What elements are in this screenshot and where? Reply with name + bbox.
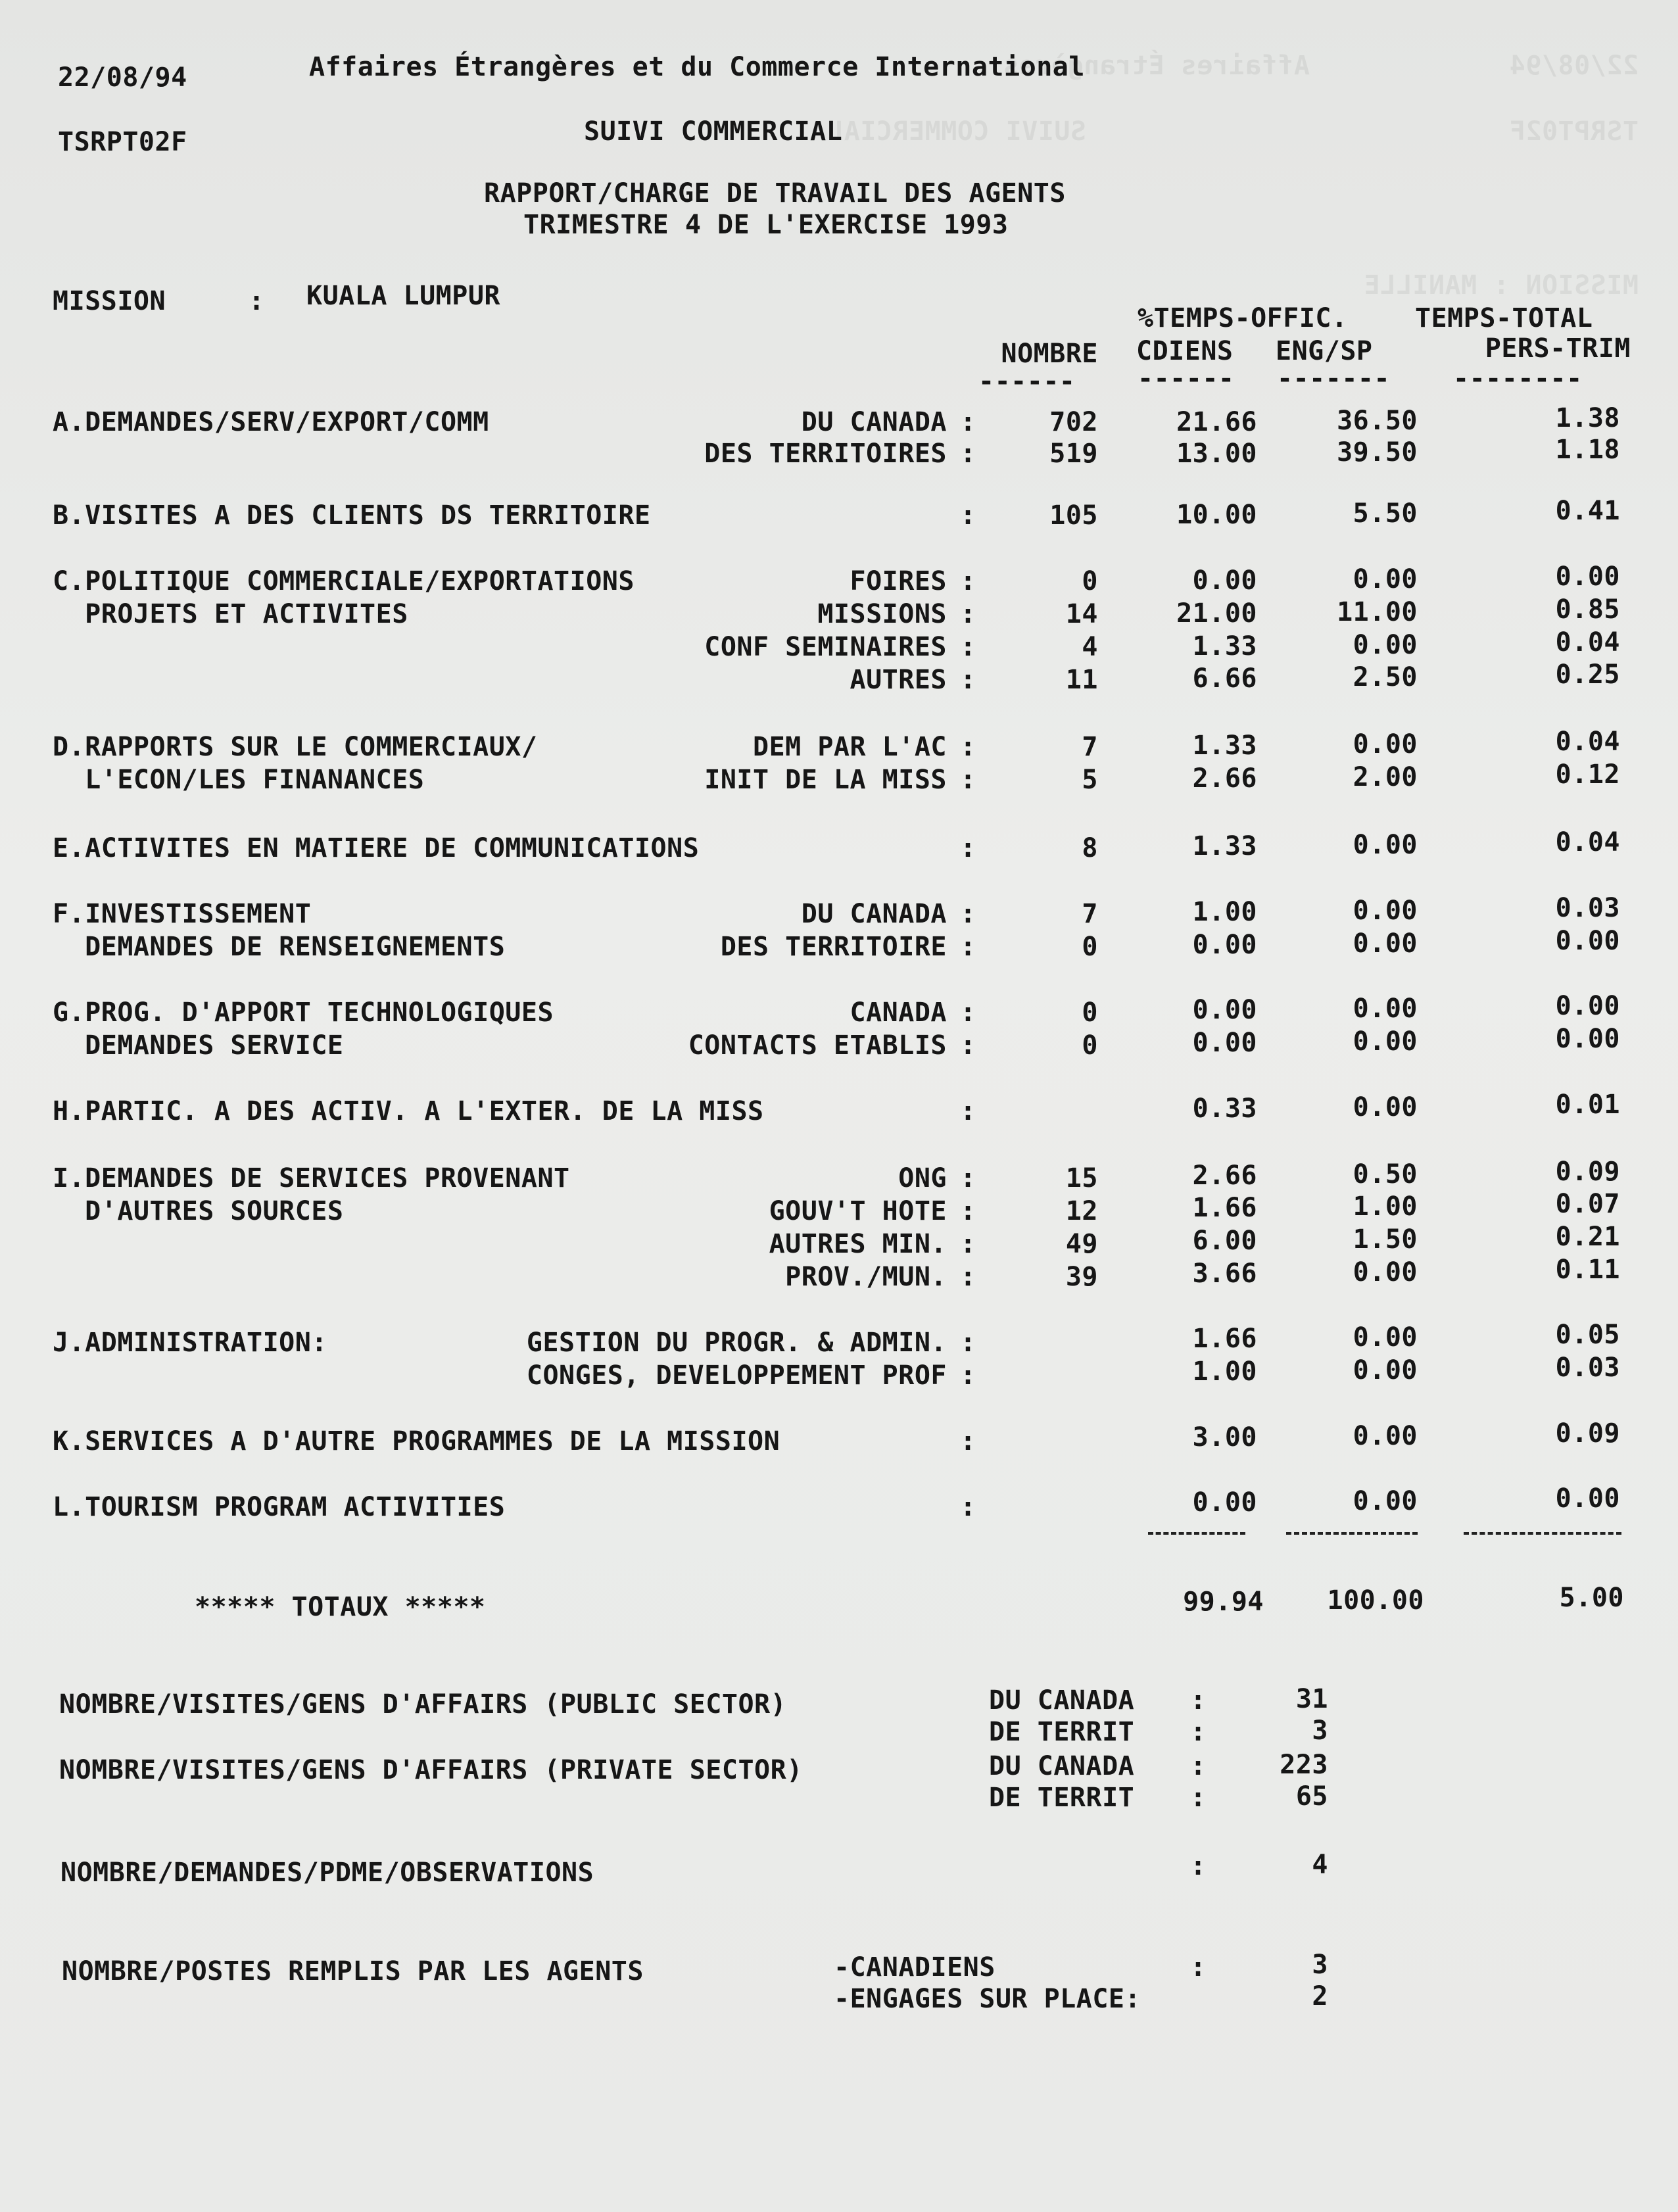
row-pers-trim: 0.05 xyxy=(1555,1320,1620,1350)
row-subcategory: CONTACTS ETABLIS xyxy=(688,1030,947,1061)
row-colon: : xyxy=(960,439,976,469)
row-category: C.POLITIQUE COMMERCIALE/EXPORTATIONS xyxy=(53,566,635,596)
visits-origin: DE TERRIT xyxy=(989,1783,1135,1813)
pdme-label: NOMBRE/DEMANDES/PDME/OBSERVATIONS xyxy=(60,1858,594,1888)
row-pers-trim: 0.11 xyxy=(1555,1255,1620,1285)
totals-rule xyxy=(1286,1532,1418,1535)
pdme-value: 4 xyxy=(1312,1850,1328,1880)
row-subcategory: CONF SEMINAIRES xyxy=(704,632,947,662)
row-cdiens: 3.66 xyxy=(1192,1259,1257,1289)
row-pers-trim: 0.21 xyxy=(1555,1222,1620,1252)
row-cdiens: 0.00 xyxy=(1192,930,1257,960)
row-subcategory: AUTRES xyxy=(850,665,947,695)
row-subcategory: MISSIONS xyxy=(817,599,947,629)
row-cdiens: 1.33 xyxy=(1192,731,1257,761)
row-cdiens: 10.00 xyxy=(1176,500,1257,530)
row-category: D'AUTRES SOURCES xyxy=(53,1196,344,1226)
row-colon: : xyxy=(960,932,976,962)
row-nombre: 11 xyxy=(1065,665,1098,695)
row-eng-sp: 0.00 xyxy=(1353,1026,1418,1057)
row-eng-sp: 0.50 xyxy=(1353,1159,1418,1190)
row-pers-trim: 0.00 xyxy=(1555,991,1620,1021)
row-subcategory: FOIRES xyxy=(850,566,947,596)
row-cdiens: 0.00 xyxy=(1192,565,1257,596)
row-colon: : xyxy=(960,732,976,762)
row-nombre: 39 xyxy=(1065,1262,1098,1292)
system-name: SUIVI COMMERCIAL xyxy=(584,116,843,147)
row-eng-sp: 2.50 xyxy=(1353,662,1418,692)
ghost-line: 22/08/94 xyxy=(1509,51,1639,81)
row-pers-trim: 0.07 xyxy=(1555,1189,1620,1219)
row-pers-trim: 0.04 xyxy=(1555,827,1620,857)
row-colon: : xyxy=(960,665,976,695)
visits-value: 223 xyxy=(1280,1750,1328,1780)
row-pers-trim: 0.09 xyxy=(1555,1157,1620,1187)
row-category: I.DEMANDES DE SERVICES PROVENANT xyxy=(53,1163,570,1193)
mission-name: KUALA LUMPUR xyxy=(306,281,500,311)
col-header-nombre: NOMBRE xyxy=(1001,339,1098,369)
row-subcategory: AUTRES MIN. xyxy=(769,1229,947,1259)
col-header-cdiens: CDIENS xyxy=(1136,336,1234,366)
row-nombre: 8 xyxy=(1082,833,1098,863)
row-pers-trim: 0.41 xyxy=(1555,496,1620,526)
row-category: B.VISITES A DES CLIENTS DS TERRITOIRE xyxy=(53,500,651,531)
ghost-line: TSRPT02F xyxy=(1509,116,1639,147)
row-pers-trim: 0.00 xyxy=(1555,1024,1620,1054)
row-subcategory: DU CANADA xyxy=(801,899,947,929)
row-category: J.ADMINISTRATION: xyxy=(53,1328,327,1358)
report-code: TSRPT02F xyxy=(58,127,187,157)
row-subcategory: CONGES, DEVELOPPEMENT PROF xyxy=(526,1360,947,1391)
row-eng-sp: 0.00 xyxy=(1353,1355,1418,1385)
row-category: A.DEMANDES/SERV/EXPORT/COMM xyxy=(53,407,489,437)
report-title: RAPPORT/CHARGE DE TRAVAIL DES AGENTS xyxy=(484,178,1066,208)
row-nombre: 49 xyxy=(1065,1229,1098,1259)
row-eng-sp: 0.00 xyxy=(1353,928,1418,959)
row-pers-trim: 0.85 xyxy=(1555,594,1620,625)
totals-rule xyxy=(1464,1532,1621,1535)
row-category: G.PROG. D'APPORT TECHNOLOGIQUES xyxy=(53,998,554,1028)
visits-origin: DU CANADA xyxy=(989,1751,1135,1781)
row-nombre: 0 xyxy=(1082,1030,1098,1061)
row-cdiens: 0.00 xyxy=(1192,1028,1257,1058)
row-cdiens: 13.00 xyxy=(1176,439,1257,469)
row-eng-sp: 2.00 xyxy=(1353,762,1418,792)
row-colon: : xyxy=(960,599,976,629)
report-date: 22/08/94 xyxy=(58,62,187,93)
row-colon: : xyxy=(960,500,976,531)
row-colon: : xyxy=(960,566,976,596)
row-subcategory: DU CANADA xyxy=(801,407,947,437)
row-pers-trim: 0.04 xyxy=(1555,727,1620,757)
row-eng-sp: 39.50 xyxy=(1337,437,1418,468)
row-eng-sp: 5.50 xyxy=(1353,498,1418,529)
row-colon: : xyxy=(960,1096,976,1126)
row-cdiens: 3.00 xyxy=(1192,1422,1257,1453)
row-cdiens: 0.33 xyxy=(1192,1094,1257,1124)
row-colon: : xyxy=(960,1030,976,1061)
mission-label: MISSION xyxy=(53,286,166,316)
row-eng-sp: 0.00 xyxy=(1353,1421,1418,1451)
row-colon: : xyxy=(960,1328,976,1358)
row-colon: : xyxy=(960,765,976,795)
row-nombre: 702 xyxy=(1049,407,1098,437)
row-subcategory: PROV./MUN. xyxy=(785,1262,947,1292)
row-cdiens: 6.00 xyxy=(1192,1226,1257,1256)
row-nombre: 0 xyxy=(1082,566,1098,596)
col-group-temps-offic: %TEMPS-OFFIC. xyxy=(1138,303,1348,333)
row-colon: : xyxy=(960,1262,976,1292)
row-cdiens: 1.66 xyxy=(1192,1324,1257,1354)
row-category: PROJETS ET ACTIVITES xyxy=(53,599,408,629)
col-header-pers-trim: PERS-TRIM xyxy=(1485,333,1631,364)
row-colon: : xyxy=(960,998,976,1028)
ghost-line: SUIVI COMMERCIAL xyxy=(827,116,1086,147)
postes-colon: : xyxy=(1190,1952,1207,1983)
visits-value: 31 xyxy=(1295,1684,1328,1714)
row-eng-sp: 0.00 xyxy=(1353,1486,1418,1516)
postes-type: -ENGAGES SUR PLACE: xyxy=(834,1984,1141,2014)
row-category: L'ECON/LES FINANANCES xyxy=(53,765,425,795)
department-name: Affaires Étrangères et du Commerce International xyxy=(309,52,1085,82)
row-eng-sp: 0.00 xyxy=(1353,1257,1418,1287)
row-colon: : xyxy=(960,407,976,437)
row-subcategory: INIT DE LA MISS xyxy=(704,765,947,795)
postes-label: NOMBRE/POSTES REMPLIS PAR LES AGENTS xyxy=(62,1956,644,1986)
row-pers-trim: 0.03 xyxy=(1555,1353,1620,1383)
row-colon: : xyxy=(960,899,976,929)
totals-cdiens: 99.94 xyxy=(1183,1587,1264,1617)
row-colon: : xyxy=(960,1229,976,1259)
row-pers-trim: 1.18 xyxy=(1555,435,1620,465)
row-nombre: 5 xyxy=(1082,765,1098,795)
row-cdiens: 2.66 xyxy=(1192,1161,1257,1191)
col-underline: -------- xyxy=(1453,364,1583,394)
row-eng-sp: 0.00 xyxy=(1353,830,1418,860)
row-eng-sp: 0.00 xyxy=(1353,630,1418,660)
totals-eng-sp: 100.00 xyxy=(1327,1585,1424,1616)
row-colon: : xyxy=(960,1360,976,1391)
row-category: H.PARTIC. A DES ACTIV. A L'EXTER. DE LA MISS xyxy=(53,1096,764,1126)
row-pers-trim: 1.38 xyxy=(1555,403,1620,433)
row-eng-sp: 0.00 xyxy=(1353,1322,1418,1353)
col-underline: ------- xyxy=(1277,364,1391,394)
ghost-line: MISSION : MANILLE xyxy=(1364,270,1639,301)
report-period: TRIMESTRE 4 DE L'EXERCISE 1993 xyxy=(523,210,1009,240)
row-pers-trim: 0.00 xyxy=(1555,562,1620,592)
row-nombre: 4 xyxy=(1082,632,1098,662)
row-category: DEMANDES DE RENSEIGNEMENTS xyxy=(53,932,506,962)
row-subcategory: GESTION DU PROGR. & ADMIN. xyxy=(526,1328,947,1358)
row-eng-sp: 0.00 xyxy=(1353,896,1418,926)
row-colon: : xyxy=(960,1163,976,1193)
row-nombre: 12 xyxy=(1065,1196,1098,1226)
visits-label: NOMBRE/VISITES/GENS D'AFFAIRS (PRIVATE SECTOR) xyxy=(59,1755,803,1785)
row-cdiens: 1.00 xyxy=(1192,897,1257,927)
row-category: L.TOURISM PROGRAM ACTIVITIES xyxy=(53,1492,506,1522)
row-colon: : xyxy=(960,632,976,662)
row-subcategory: DEM PAR L'AC xyxy=(753,732,947,762)
row-eng-sp: 0.00 xyxy=(1353,1092,1418,1122)
visits-colon: : xyxy=(1190,1685,1207,1716)
row-cdiens: 1.66 xyxy=(1192,1193,1257,1223)
ghost-line: Affaires Étrangères xyxy=(1002,51,1310,81)
visits-label: NOMBRE/VISITES/GENS D'AFFAIRS (PUBLIC SECTOR) xyxy=(59,1689,787,1719)
row-category: E.ACTIVITES EN MATIERE DE COMMUNICATIONS xyxy=(53,833,700,863)
row-subcategory: ONG xyxy=(898,1163,947,1193)
col-header-eng-sp: ENG/SP xyxy=(1276,336,1373,366)
totals-label: ***** TOTAUX ***** xyxy=(195,1592,486,1622)
row-nombre: 7 xyxy=(1082,732,1098,762)
row-pers-trim: 0.01 xyxy=(1555,1090,1620,1120)
row-nombre: 15 xyxy=(1065,1163,1098,1193)
row-cdiens: 21.66 xyxy=(1176,407,1257,437)
row-category: K.SERVICES A D'AUTRE PROGRAMMES DE LA MISSION xyxy=(53,1426,780,1456)
pdme-colon: : xyxy=(1190,1851,1207,1881)
visits-colon: : xyxy=(1190,1717,1207,1747)
row-eng-sp: 0.00 xyxy=(1353,994,1418,1024)
row-category: D.RAPPORTS SUR LE COMMERCIAUX/ xyxy=(53,732,538,762)
row-category: DEMANDES SERVICE xyxy=(53,1030,344,1061)
row-pers-trim: 0.25 xyxy=(1555,660,1620,690)
row-colon: : xyxy=(960,1426,976,1456)
row-pers-trim: 0.04 xyxy=(1555,627,1620,658)
row-pers-trim: 0.12 xyxy=(1555,759,1620,790)
row-cdiens: 6.66 xyxy=(1192,663,1257,694)
row-eng-sp: 36.50 xyxy=(1337,406,1418,436)
col-underline: ------ xyxy=(1138,364,1235,394)
postes-value: 2 xyxy=(1312,1981,1328,2011)
visits-value: 65 xyxy=(1295,1781,1328,1812)
totals-rule xyxy=(1148,1532,1245,1535)
row-eng-sp: 1.50 xyxy=(1353,1224,1418,1255)
mission-sep: : xyxy=(249,286,265,316)
visits-origin: DE TERRIT xyxy=(989,1717,1135,1747)
visits-value: 3 xyxy=(1312,1716,1328,1746)
col-underline: ------ xyxy=(978,366,1076,397)
row-nombre: 0 xyxy=(1082,998,1098,1028)
row-cdiens: 0.00 xyxy=(1192,995,1257,1025)
row-subcategory: GOUV'T HOTE xyxy=(769,1196,947,1226)
row-nombre: 105 xyxy=(1049,500,1098,531)
row-pers-trim: 0.09 xyxy=(1555,1418,1620,1449)
row-eng-sp: 1.00 xyxy=(1353,1191,1418,1222)
row-colon: : xyxy=(960,1196,976,1226)
row-cdiens: 1.33 xyxy=(1192,631,1257,661)
row-eng-sp: 11.00 xyxy=(1337,597,1418,627)
visits-colon: : xyxy=(1190,1783,1207,1813)
totals-pers-trim: 5.00 xyxy=(1559,1583,1624,1613)
row-pers-trim: 0.03 xyxy=(1555,893,1620,923)
row-colon: : xyxy=(960,833,976,863)
row-nombre: 0 xyxy=(1082,932,1098,962)
row-cdiens: 1.33 xyxy=(1192,831,1257,861)
row-nombre: 14 xyxy=(1065,599,1098,629)
row-cdiens: 21.00 xyxy=(1176,598,1257,629)
row-nombre: 7 xyxy=(1082,899,1098,929)
row-category: F.INVESTISSEMENT xyxy=(53,899,312,929)
row-subcategory: CANADA xyxy=(850,998,947,1028)
row-pers-trim: 0.00 xyxy=(1555,1483,1620,1514)
visits-colon: : xyxy=(1190,1751,1207,1781)
visits-origin: DU CANADA xyxy=(989,1685,1135,1716)
row-nombre: 519 xyxy=(1049,439,1098,469)
row-subcategory: DES TERRITOIRE xyxy=(720,932,947,962)
col-group-temps-total: TEMPS-TOTAL xyxy=(1415,303,1593,333)
row-subcategory: DES TERRITOIRES xyxy=(704,439,947,469)
postes-type: -CANADIENS xyxy=(834,1952,995,1983)
row-eng-sp: 0.00 xyxy=(1353,729,1418,759)
row-pers-trim: 0.00 xyxy=(1555,926,1620,956)
row-cdiens: 1.00 xyxy=(1192,1357,1257,1387)
row-eng-sp: 0.00 xyxy=(1353,564,1418,594)
row-cdiens: 0.00 xyxy=(1192,1487,1257,1518)
row-cdiens: 2.66 xyxy=(1192,763,1257,794)
postes-value: 3 xyxy=(1312,1950,1328,1980)
row-colon: : xyxy=(960,1492,976,1522)
